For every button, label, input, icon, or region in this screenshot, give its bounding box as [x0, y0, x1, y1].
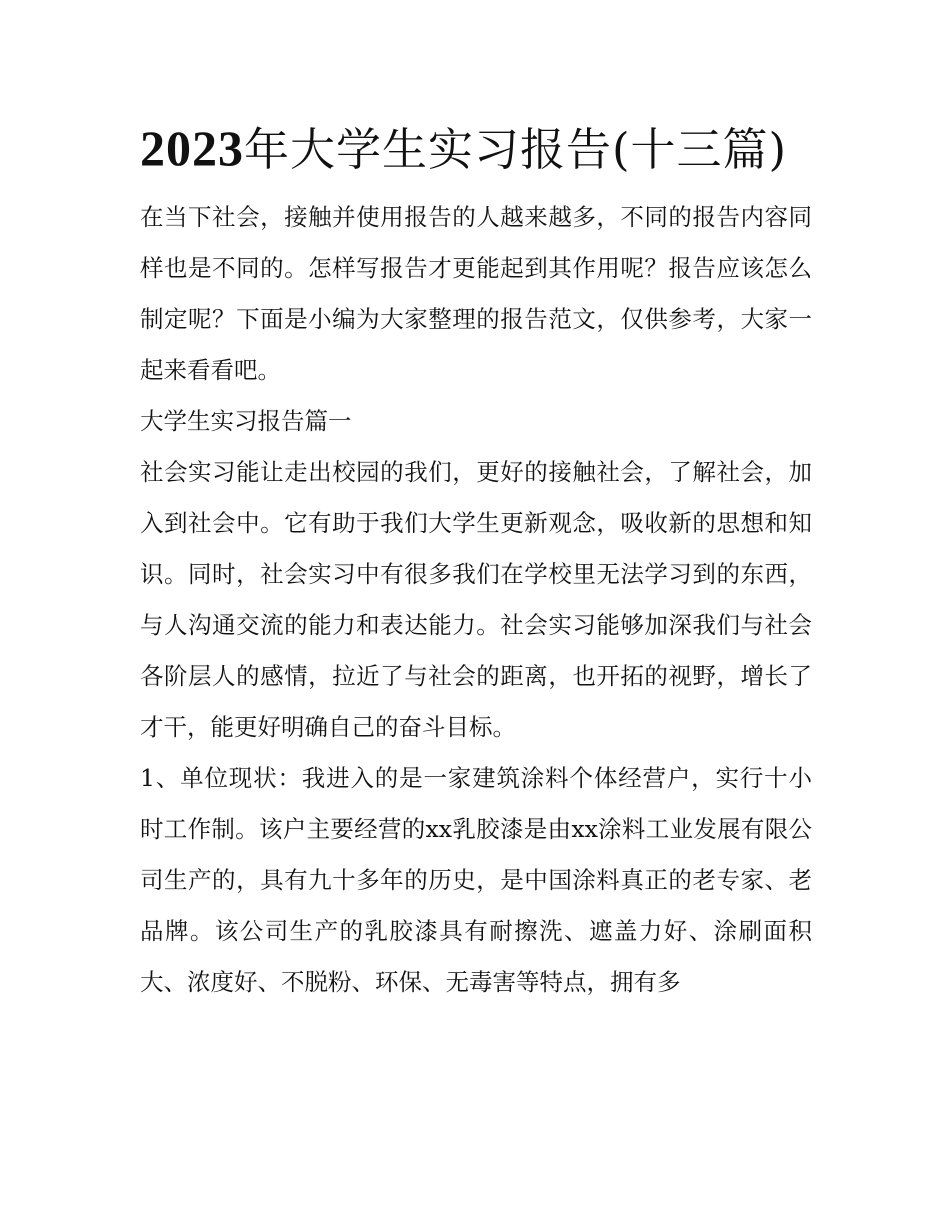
body-paragraph-2: 1、单位现状：我进入的是一家建筑涂料个体经营户，实行十小时工作制。该户主要经营的xx乳胶漆是由xx涂料工业发展有限公司生产的，具有九十多年的历史，是中国涂料真正的老专家、老品牌。该公司生产的乳胶漆具有耐擦洗、遮盖力好、涂刷面积大、浓度好、不脱粉、环保、无毒害等特点，拥有多 [140, 764, 812, 996]
title-year: 2023 [140, 120, 244, 176]
document-body [140, 112, 812, 1008]
intro-paragraph: 在当下社会，接触并使用报告的人越来越多，不同的报告内容同样也是不同的。怎样写报告才更能起到其作用呢？报告应该怎么制定呢？下面是小编为大家整理的报告范文，仅供参考，大家一起来看看吧。 [140, 203, 812, 384]
title-text: 年大学生实习报告(十三篇) [244, 123, 788, 176]
section-heading: 大学生实习报告篇一 [140, 407, 352, 435]
document-title [140, 112, 812, 186]
body-paragraph-1: 社会实习能让走出校园的我们，更好的接触社会，了解社会，加入到社会中。它有助于我们大学生更新观念，吸收新的思想和知识。同时，社会实习中有很多我们在学校里无法学习到的东西，与人沟通交流的能力和表达能力。社会实习能够加深我们与社会各阶层人的感情，拉近了与社会的距离，也开拓的视野，增长了才干，能更好明确自己的奋斗目标。 [140, 458, 812, 741]
